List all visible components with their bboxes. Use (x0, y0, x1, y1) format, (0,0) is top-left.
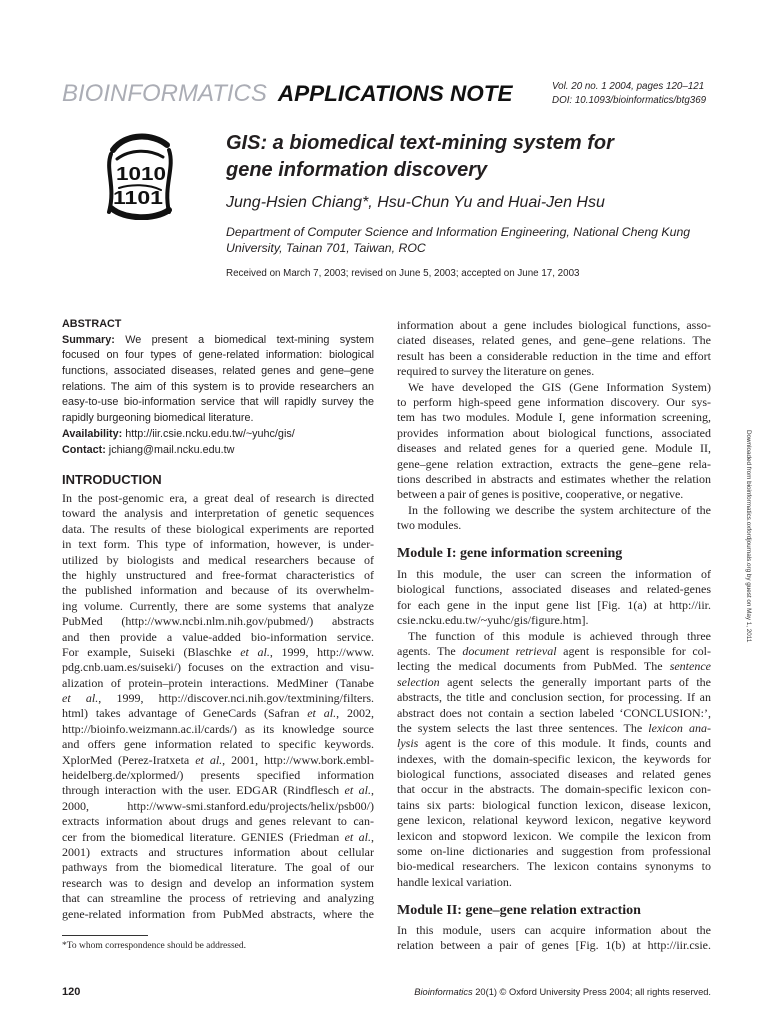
issue-info (552, 80, 706, 108)
text-run: that can streamline the process of retrieving and analyzing (62, 891, 374, 906)
text-line (397, 598, 711, 613)
text-run: cer from the biomedical literature. GENIES (Friedman (62, 829, 345, 844)
text-run: http://bioinfo.weizmann.ac.il/cards/) as its knowledge source (62, 721, 374, 736)
text-line (62, 491, 374, 506)
text-line (62, 599, 374, 614)
text-run: data. The results of these biological experiments are reported (62, 521, 374, 536)
text-line (397, 349, 711, 364)
text-run: the highly unstructured and free-format characteristics of (62, 567, 374, 582)
text-run: that occur in the abstracts. The domain-specific lexicon con- (397, 782, 711, 797)
text-run: tem has two modules. Module I, gene information screening, (397, 410, 711, 425)
affiliation-line: University, Tainan 701, Taiwan, ROC (226, 241, 426, 255)
bold-label: Contact: (62, 443, 106, 456)
text-line (62, 753, 374, 768)
text-run: heidelberg.de/xplormed/) presents specified information (62, 768, 374, 783)
italic-text: et al. (344, 829, 371, 844)
text-run: relations. The aim of this system is to provide researchers an (62, 380, 374, 393)
text-run: 2000, http://www-smi.stanford.edu/projects/helix/psb00/) (62, 798, 374, 813)
text-line (62, 333, 374, 349)
text-run: utilized by biologists and medical researchers because of (62, 552, 374, 567)
text-line (397, 875, 711, 890)
footer-citation: 20(1) © Oxford University Press 2004; all rights reserved. (472, 987, 711, 997)
text-line (62, 768, 374, 783)
italic-text: selection (397, 674, 440, 689)
text-line (62, 553, 374, 568)
text-line (397, 721, 711, 736)
footnote-rule (62, 935, 148, 936)
text-line (62, 891, 374, 906)
text-run: PubMed (http://www.ncbi.nlm.nih.gov/pubmed/) abstracts (62, 614, 374, 629)
text-line (397, 410, 711, 425)
text-line (397, 782, 711, 797)
text-run: , 1999, http://www. (269, 644, 374, 659)
text-run: agent selects the generally important parts of the (439, 674, 711, 689)
text-line (397, 813, 711, 828)
text-run: , 1999, http://discover.nci.nih.gov/textmining/filters. (98, 691, 374, 706)
text-line (62, 411, 374, 427)
text-run: tains six parts: biological function lexicon, disease lexicon, (397, 797, 711, 812)
text-line (397, 395, 711, 410)
text-run: We have developed the GIS (Gene Information System) (408, 379, 711, 394)
text-run: required to survey the literature on genes. (397, 364, 595, 379)
received-dates: Received on March 7, 2003; revised on June 5, 2003; accepted on June 17, 2003 (226, 268, 580, 279)
text-run: biological functions, associated diseases and related genes (397, 767, 711, 782)
italic-text: et al. (195, 752, 223, 767)
text-run: between a pair of genes is positive, cooperative, or negative. (397, 487, 684, 502)
italic-text: lysis (397, 736, 419, 751)
text-run: easy-to-use bio-information service that will rapidly survey the (62, 396, 374, 409)
introduction-heading: INTRODUCTION (62, 472, 162, 487)
bold-label: Summary: (62, 333, 115, 346)
text-run: , 2002, (336, 706, 374, 721)
italic-text: et al. (240, 644, 270, 659)
text-run: in text form. This type of information, however, is under- (62, 537, 374, 552)
text-run: functions, associated diseases, related genes and gene–gene (62, 365, 374, 378)
text-line (397, 736, 711, 751)
text-run: ing volume. Currently, there are some systems that analyze (62, 598, 374, 613)
introduction-body (62, 491, 374, 922)
text-run: to perform high-speed gene information discovery. Our sys- (397, 394, 711, 409)
text-line (397, 859, 711, 874)
text-run: pdg.cnb.uam.es/suiseki/) focuses on the extraction and visu- (62, 660, 374, 675)
text-line (62, 830, 374, 845)
text-line (62, 645, 374, 660)
text-line (397, 923, 711, 938)
text-line (397, 659, 711, 674)
text-line (397, 441, 711, 456)
text-line (62, 706, 374, 721)
text-run: pathways from the biomedical literature. The goal of our (62, 860, 374, 875)
footnote: *To whom correspondence should be addressed. (62, 941, 247, 951)
text-run: abstracts, the title and conclusion section, for processing. If an (397, 690, 711, 705)
journal-masthead (62, 80, 512, 108)
text-line (62, 660, 374, 675)
text-line (397, 426, 711, 441)
text-run: for each gene in the input gene list [Fig. 1(a) at http://iir. (397, 597, 711, 612)
italic-text: et al. (307, 706, 337, 721)
title-line: GIS: a biomedical text-mining system for (226, 132, 614, 154)
text-line (62, 845, 374, 860)
text-run: ciated diseases, related genes, and gene–gene relations. The (397, 333, 711, 348)
text-run: rapidly burgeoning biomedical literature. (62, 412, 254, 425)
module-1-body (397, 567, 711, 890)
text-run: In this module, the user can screen the information of (397, 567, 711, 581)
text-line (62, 783, 374, 798)
text-line (397, 567, 711, 582)
text-line (397, 829, 711, 844)
doi: DOI: 10.1093/bioinformatics/btg369 (552, 95, 707, 106)
text-line (397, 364, 711, 379)
text-line (62, 380, 374, 396)
text-line (62, 568, 374, 583)
section-name: APPLICATIONS NOTE (277, 81, 513, 106)
author-list: Jung-Hsien Chiang*, Hsu-Chun Yu and Huai-Jen Hsu (226, 194, 605, 211)
text-run: bio-medical researchers. The lexicon contains synonyms to (397, 859, 711, 874)
text-run: agent is the core of this module. It finds, counts and (418, 736, 711, 751)
download-watermark: Downloaded from bioinformatics.oxfordjournals.org by guest on May 1, 2011 (745, 430, 752, 643)
text-run: agents. The (397, 643, 463, 658)
text-line (62, 583, 374, 598)
text-line (397, 472, 711, 487)
text-line (397, 487, 711, 502)
text-run: information about a gene includes biological functions, asso- (397, 318, 711, 332)
title-line: gene information discovery (226, 159, 488, 181)
text-line (62, 691, 374, 706)
module-1-heading: Module I: gene information screening (397, 546, 623, 561)
text-line (397, 644, 711, 659)
text-run: and then provide a value-added bio-information service. (62, 629, 374, 644)
text-run: agent is responsible for col- (556, 643, 712, 658)
abstract-heading: ABSTRACT (62, 318, 122, 330)
text-line (397, 380, 711, 395)
logo-digits-bottom: 1101 (113, 188, 163, 208)
text-line (397, 798, 711, 813)
text-run: http://iir.csie.ncku.edu.tw/~yuhc/gis/ (122, 427, 295, 440)
text-run: tions described in abstracts and estimates whether the relation (397, 471, 711, 486)
text-run: through interaction with the user. EDGAR (Rindflesch (62, 783, 345, 798)
text-run: handle lexical variation. (397, 874, 512, 889)
text-line (62, 799, 374, 814)
text-run: lecting the medical documents from PubMed. The (397, 659, 670, 674)
text-line (397, 457, 711, 472)
text-run: focused on four types of gene-related information: biological (62, 349, 374, 362)
text-run: relation between a pair of genes [Fig. 1(b) at http://iir.csie. (397, 938, 711, 953)
text-line (62, 860, 374, 875)
text-run: the system selects the last three sentences. The (397, 720, 649, 735)
text-run: result has been a considerable reduction in the time and effort (397, 348, 711, 363)
text-line (62, 427, 374, 443)
text-run: the published information and because of its overwhelm- (62, 583, 374, 598)
text-run: toward the analysis and interpretation of genetic sequences (62, 506, 374, 521)
text-line (62, 614, 374, 629)
article-title (226, 130, 614, 184)
text-line (62, 506, 374, 521)
text-line (397, 675, 711, 690)
text-line (397, 503, 711, 518)
italic-text: document retrieval (462, 643, 557, 658)
text-line (397, 938, 711, 953)
logo-digits-top: 1010 (116, 164, 166, 184)
text-run: two modules. (397, 518, 462, 533)
italic-text: sentence (669, 659, 711, 674)
text-line (62, 443, 374, 459)
text-run: provides information about biological functions, associated (397, 425, 711, 440)
text-run: gene-related information from PubMed abstracts, where the (62, 906, 374, 921)
copyright-line (414, 986, 711, 999)
text-run: In the post-genomic era, a great deal of research is directed (62, 491, 374, 505)
text-run: lexicon and stopword lexicon. We compile the lexicon from (397, 828, 711, 843)
text-line (62, 907, 374, 922)
text-line (397, 752, 711, 767)
text-run: research was to design and develop an information system (62, 875, 374, 890)
text-run: extracts information about drugs and genes relevant to can- (62, 814, 374, 829)
text-run: In this module, users can acquire information about the (397, 923, 711, 937)
text-run: We present a biomedical text-mining system (114, 333, 374, 346)
text-line (62, 364, 374, 380)
text-line (397, 318, 711, 333)
text-line (62, 537, 374, 552)
italic-text: et al. (344, 783, 371, 798)
text-line (397, 582, 711, 597)
text-line (62, 737, 374, 752)
journal-logo (103, 128, 175, 220)
text-run: , (371, 829, 374, 844)
journal-name: BIOINFORMATICS (62, 80, 267, 107)
text-run: and offers gene information related to specific keywords. (62, 737, 374, 752)
text-run: gene–gene relation extraction, extracts the gene–gene rela- (397, 456, 711, 471)
text-line (62, 348, 374, 364)
text-run: diseases and related genes for a queried gene. Module II, (397, 441, 711, 456)
text-run: gene lexicon, relational keyword lexicon, negative keyword (397, 813, 711, 828)
text-line (397, 767, 711, 782)
text-line (397, 629, 711, 644)
text-line (62, 676, 374, 691)
abstract-section (62, 317, 374, 458)
affiliation-line: Department of Computer Science and Information Engineering, National Cheng Kung (226, 225, 691, 239)
text-run: 2001) extracts and structures information about cellular (62, 844, 374, 859)
bold-label: Availability: (62, 427, 123, 440)
text-run: The function of this module is achieved through three (408, 628, 711, 643)
text-run: For example, Suiseki (Blaschke (62, 644, 241, 659)
introduction-continued (397, 318, 711, 533)
text-run: , (371, 783, 374, 798)
volume-pages: Vol. 20 no. 1 2004, pages 120–121 (552, 81, 705, 92)
text-line (62, 630, 374, 645)
affiliation (226, 224, 690, 256)
text-line (397, 706, 711, 721)
italic-text: lexicon ana- (648, 720, 711, 735)
text-line (62, 522, 374, 537)
text-line (397, 333, 711, 348)
text-run: , 2001, http://www.bork.embl- (222, 752, 374, 767)
text-line (62, 876, 374, 891)
text-line (62, 395, 374, 411)
text-run: alization of protein–protein interactions. MedMiner (Tanabe (62, 675, 374, 690)
text-line (397, 844, 711, 859)
page-number: 120 (62, 986, 81, 998)
module-2-heading: Module II: gene–gene relation extraction (397, 903, 641, 918)
text-run: biological functions, associated diseases and related-genes (397, 582, 711, 597)
text-run: csie.ncku.edu.tw/~yuhc/gis/figure.htm]. (397, 613, 589, 628)
text-run: jchiang@mail.ncku.edu.tw (105, 443, 235, 456)
italic-text: et al. (62, 691, 99, 706)
text-run: html) takes advantage of GeneCards (Safran (62, 706, 308, 721)
text-line (62, 722, 374, 737)
text-line (397, 518, 711, 533)
footer-journal: Bioinformatics (414, 987, 473, 997)
module-2-body (397, 923, 711, 954)
text-run: In the following we describe the system architecture of the (408, 502, 711, 517)
text-run: indexes, with the domain-specific lexicon, the keywords for (397, 751, 711, 766)
text-run: abstract does not contain a section labeled ‘CONCLUSION:’, (397, 705, 711, 720)
text-line (397, 613, 711, 628)
text-line (397, 690, 711, 705)
text-line (62, 814, 374, 829)
text-run: XplorMed (Perez-Iratxeta (62, 752, 196, 767)
text-run: some on-line dictionaries and suggestion from professional (397, 844, 711, 859)
